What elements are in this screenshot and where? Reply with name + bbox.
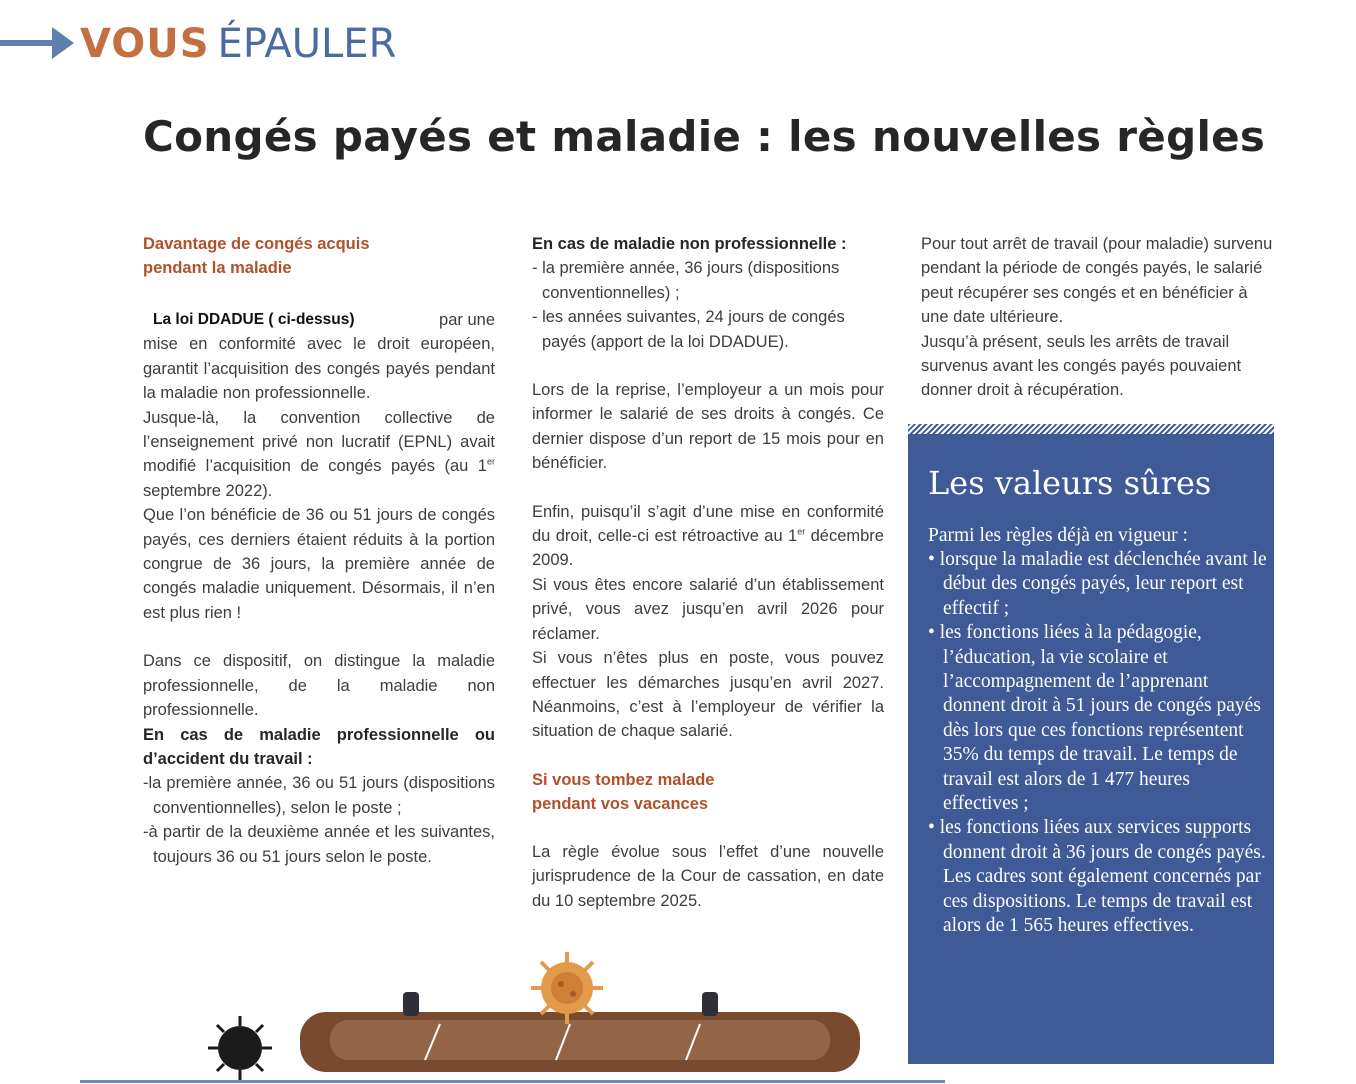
paragraph: Jusqu’à présent, seuls les arrêts de travail survenus avant les congés payés pouvaient donner droit à récupération.	[921, 332, 1242, 400]
paragraph: Pour tout arrêt de travail (pour maladie) survenu pendant la période de congés payés, le salarié peut récupérer ses congés et en bénéficier à une date ultérieure.	[921, 235, 1273, 327]
virus-icon	[531, 952, 603, 1024]
list-item: -la première année, 36 ou 51 jours (dispositions conventionnelles), selon le poste ;	[143, 774, 495, 817]
subheading-line: pendant la maladie	[143, 259, 292, 277]
bold-lead: En cas de maladie non professionnelle :	[532, 235, 847, 253]
list-item: - la première année, 36 jours (dispositions conventionnelles) ;	[532, 259, 840, 302]
paragraph: La règle évolue sous l’effet d’une nouvelle jurisprudence de la Cour de cassation, en date du 10 septembre 2025.	[532, 842, 884, 910]
subheading-line: Si vous tombez malade	[532, 770, 715, 789]
list-item: • les fonctions liées à la pédagogie, l’éducation, la vie scolaire et l’accompagnement de l’apprenant donnent droit à 51 jours de congés payés dès lors que ces fonctions représentent 35% du temps de travail. Le temps de travail est alors de 1 477 heures effectives ;	[928, 622, 1261, 815]
illustration	[200, 940, 920, 1084]
law-rest: par une	[439, 311, 495, 329]
list-item: -à partir de la deuxième année et les suivantes, toujours 36 ou 51 jours selon le poste.	[143, 823, 495, 866]
paragraph: Enfin, puisqu’il s’agit d’une mise en conformité du droit, celle-ci est rétroactive au 1er décembre 2009.	[532, 502, 884, 570]
kicker-rest: ÉPAULER	[217, 21, 397, 67]
box-hatch-decoration	[908, 424, 1274, 434]
highlight-box	[908, 430, 1274, 1064]
dash-list	[532, 256, 884, 354]
subheading-line: Davantage de congés acquis	[143, 235, 370, 253]
bottom-rule	[80, 1080, 945, 1083]
subheading-line: pendant vos vacances	[532, 794, 709, 813]
paragraph: Si vous n’êtes plus en poste, vous pouvez effectuer les démarches jusqu’en avril 2027. Néanmoins, c’est à l’employeur de vérifier la situation de chaque salarié.	[532, 649, 884, 741]
list-item: - les années suivantes, 24 jours de congés payés (apport de la loi DDADUE).	[532, 308, 845, 351]
column-3	[921, 232, 1273, 403]
column-1	[143, 232, 495, 869]
dash-list	[143, 771, 495, 869]
paragraph: mise en conformité avec le droit européen, garantit l’acquisition des congés payés pendant la maladie non professionnelle.	[143, 335, 495, 403]
kicker-bold: VOUS	[80, 21, 210, 67]
law-line	[143, 308, 495, 332]
box-title: Les valeurs sûres	[928, 464, 1212, 502]
list-item: • les fonctions liées aux services supports donnent droit à 36 jours de congés payés. Les cadres sont également concernés par ces dispositions. Le temps de travail est alors de 1 565 heures effectives.	[928, 817, 1266, 937]
article-title: Congés payés et maladie : les nouvelles règles	[143, 112, 1266, 161]
section-kicker	[80, 20, 396, 68]
law-label: La loi DDADUE ( ci-dessus)	[153, 311, 355, 328]
paragraph: Que l’on bénéficie de 36 ou 51 jours de congés payés, ces derniers étaient réduits à la portion congrue de 36 jours, la première année de congés maladie uniquement. Désormais, il n’en est plus rien !	[143, 506, 495, 622]
bold-lead: En cas de maladie professionnelle ou d’accident du travail :	[143, 725, 495, 768]
virus-icon	[208, 1016, 272, 1080]
paragraph: Lors de la reprise, l’employeur a un mois pour informer le salarié de ses droits à congés. Ce dernier dispose d’un report de 15 mois pour en bénéficier.	[532, 381, 884, 473]
box-intro: Parmi les règles déjà en vigueur :	[928, 525, 1188, 546]
box-list	[928, 548, 1268, 939]
paragraph: Si vous êtes encore salarié d’un établissement privé, vous avez jusqu’en avril 2026 pour réclamer.	[532, 575, 884, 643]
list-item: • lorsque la maladie est déclenchée avant le début des congés payés, leur report est effectif ;	[928, 549, 1267, 619]
column-2	[532, 232, 884, 913]
paragraph: Dans ce dispositif, on distingue la maladie professionnelle, de la maladie non professionnelle.	[143, 652, 495, 720]
paragraph: Jusque-là, la convention collective de l’enseignement privé non lucratif (EPNL) avait modifié l’acquisition de congés payés (au 1er septembre 2022).	[143, 408, 495, 500]
